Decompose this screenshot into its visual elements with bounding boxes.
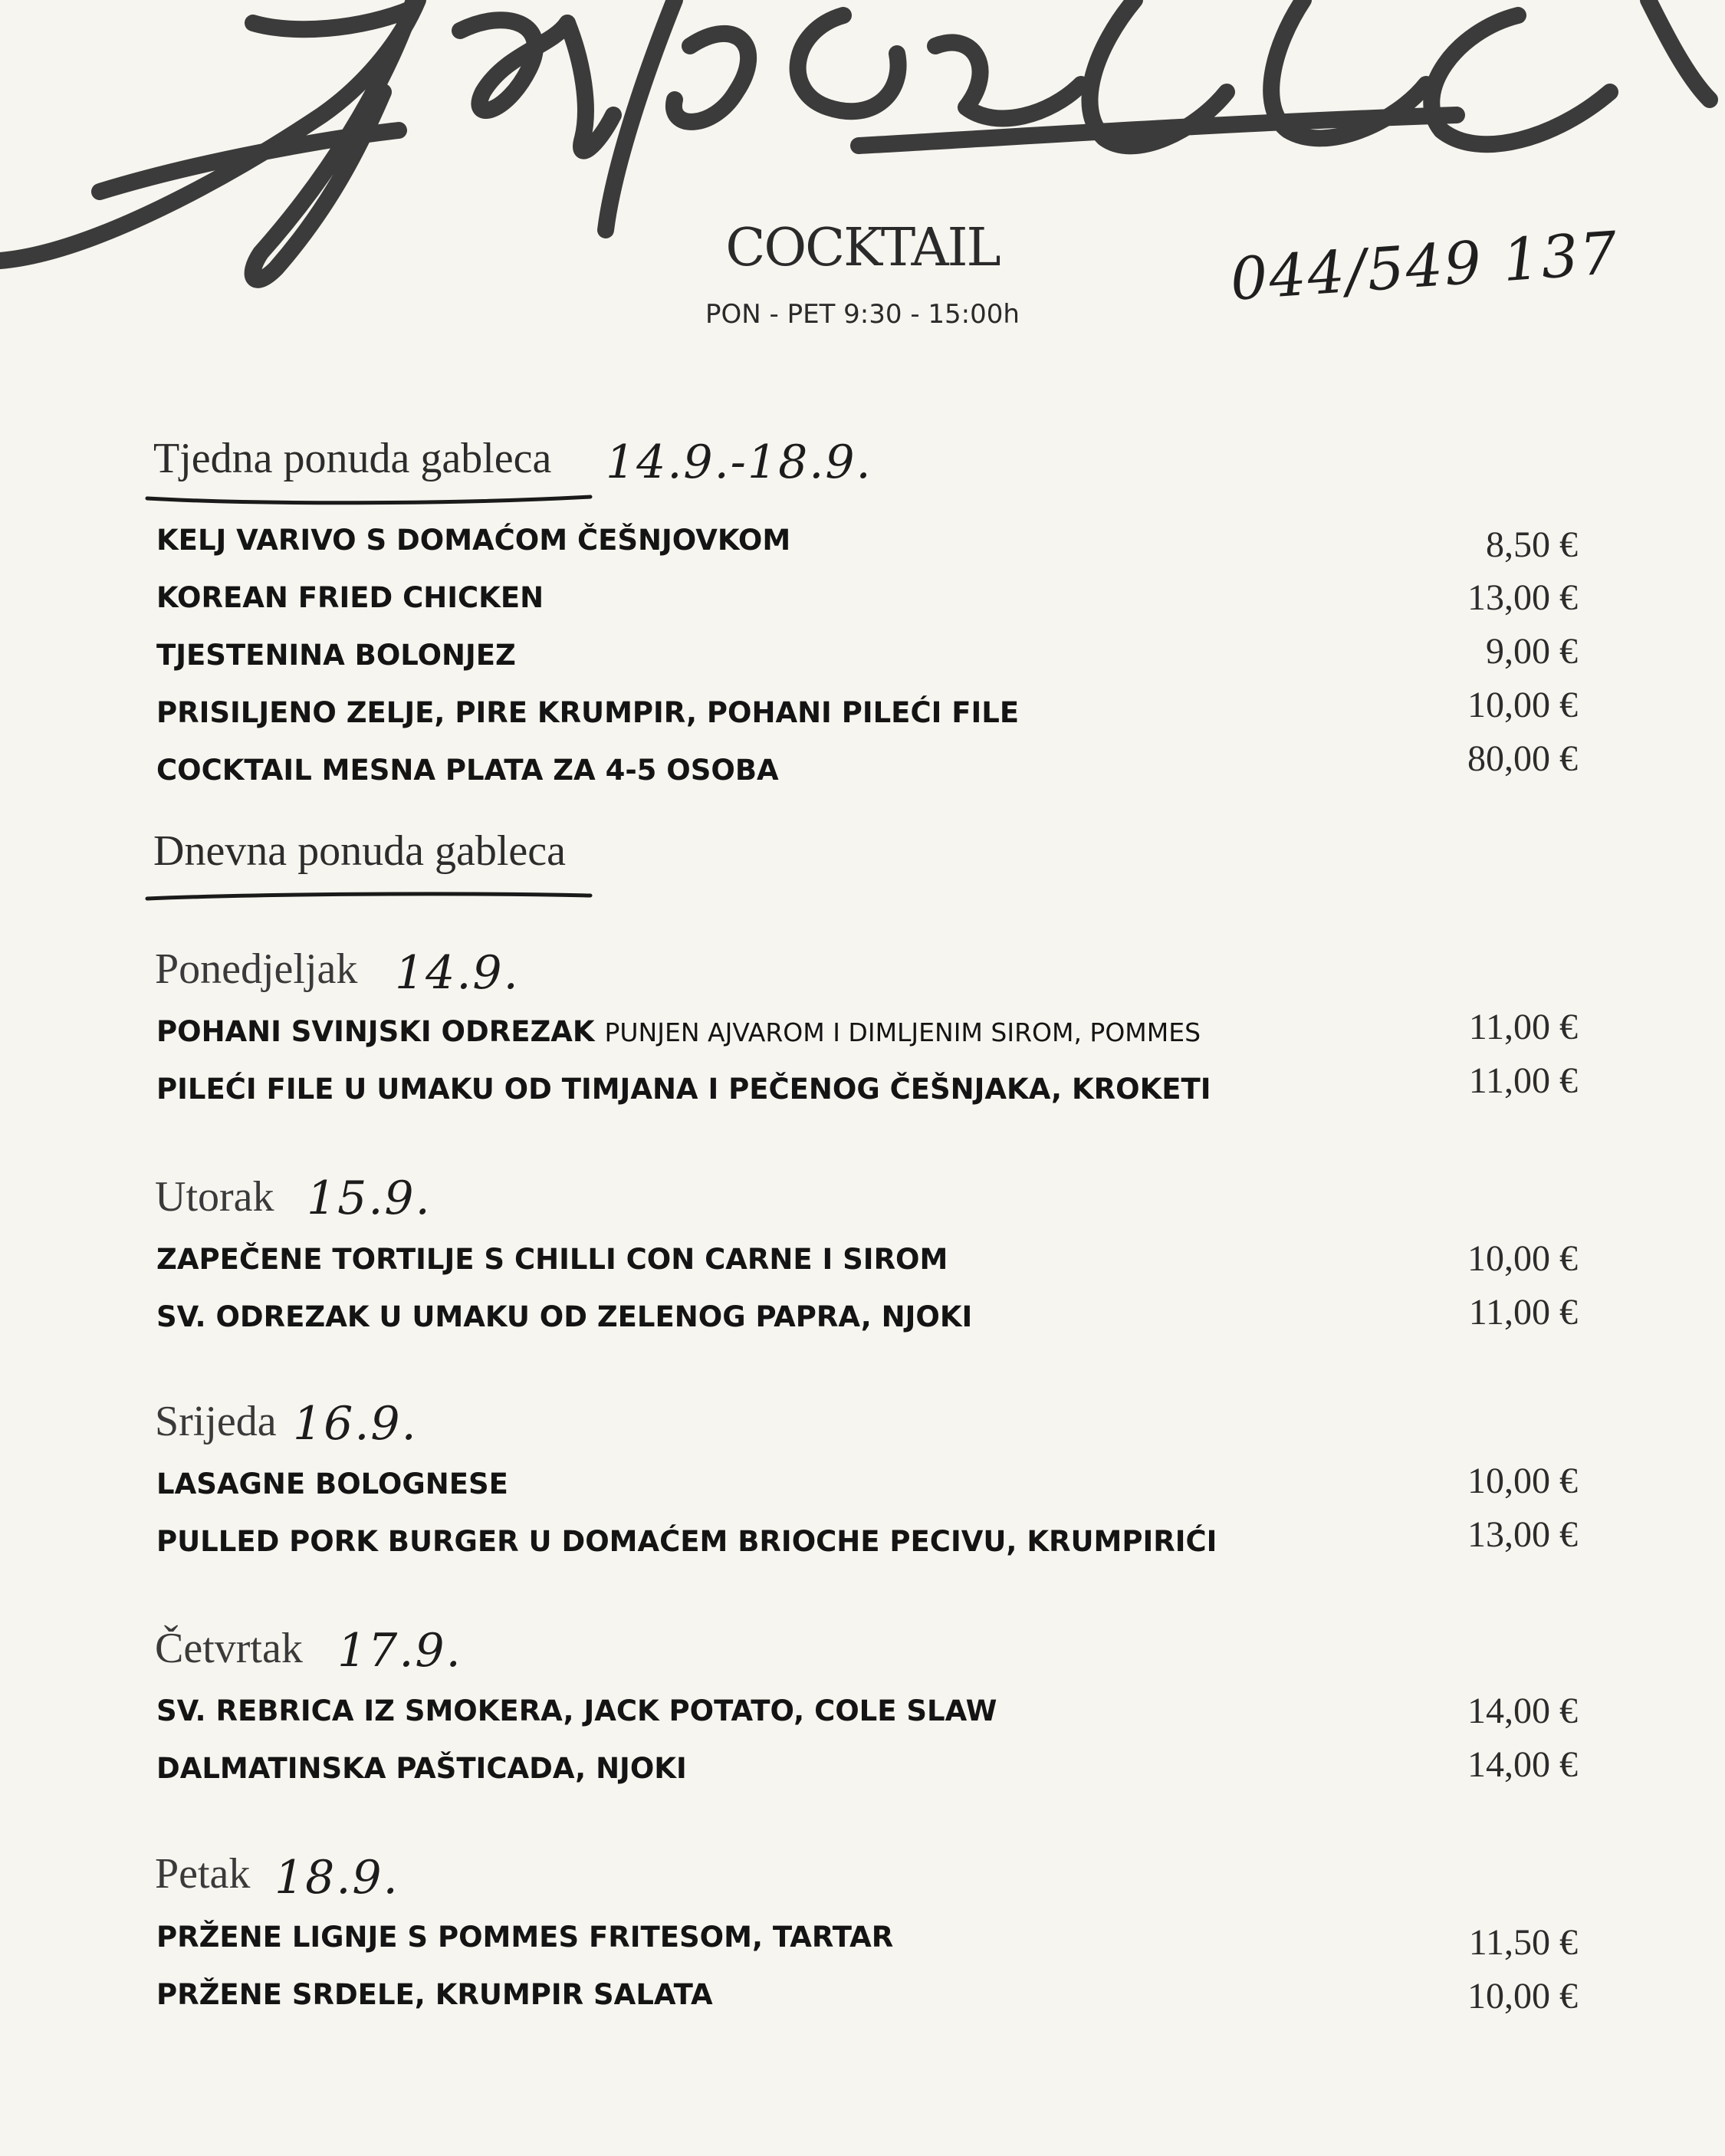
daily-item-price: 10,00 € xyxy=(1467,1238,1578,1279)
daily-item-price: 10,00 € xyxy=(1467,1461,1578,1501)
day-date: 15.9. xyxy=(307,1172,432,1225)
daily-item-price: 11,00 € xyxy=(1468,1060,1578,1101)
weekly-item-name: TJESTENINA BOLONJEZ xyxy=(156,639,516,672)
daily-section-title: Dnevna ponuda gableca xyxy=(153,827,566,875)
daily-item-name: PRŽENE LIGNJE S POMMES FRITESOM, TARTAR xyxy=(156,1921,894,1954)
day-label: Utorak xyxy=(155,1173,274,1221)
daily-item-name: DALMATINSKA PAŠTICADA, NJOKI xyxy=(156,1752,687,1785)
daily-item-price: 11,00 € xyxy=(1468,1007,1578,1047)
weekly-item-name: COCKTAIL MESNA PLATA ZA 4-5 OSOBA xyxy=(156,754,779,787)
weekly-item-price: 10,00 € xyxy=(1467,685,1578,725)
daily-item-price: 13,00 € xyxy=(1467,1514,1578,1555)
weekly-item-price: 80,00 € xyxy=(1467,738,1578,779)
daily-title-underline xyxy=(143,886,595,909)
daily-item-description: PUNJEN AJVAROM I DIMLJENIM SIROM, POMMES xyxy=(604,1017,1201,1047)
daily-item-price: 10,00 € xyxy=(1467,1976,1578,2016)
weekly-item-price: 9,00 € xyxy=(1486,631,1578,672)
day-date: 14.9. xyxy=(395,946,520,1000)
weekly-item-name: PRISILJENO ZELJE, PIRE KRUMPIR, POHANI PILEĆI FILE xyxy=(156,696,1020,729)
daily-item-price: 11,50 € xyxy=(1468,1922,1578,1963)
daily-item-price: 11,00 € xyxy=(1468,1292,1578,1333)
daily-item-price: 14,00 € xyxy=(1467,1691,1578,1731)
weekly-item-price: 13,00 € xyxy=(1467,577,1578,618)
day-date: 18.9. xyxy=(274,1851,399,1905)
daily-item-name: POHANI SVINJSKI ODREZAK xyxy=(156,1015,595,1048)
day-date: 17.9. xyxy=(337,1624,462,1678)
opening-hours: PON - PET 9:30 - 15:00h xyxy=(705,299,1020,330)
daily-item-name: PILEĆI FILE U UMAKU OD TIMJANA I PEČENOG ČEŠNJAKA, KROKETI xyxy=(156,1073,1211,1106)
daily-item-name: ZAPEČENE TORTILJE S CHILLI CON CARNE I SIROM xyxy=(156,1243,948,1276)
day-label: Ponedjeljak xyxy=(155,945,358,993)
day-date: 16.9. xyxy=(293,1397,418,1451)
weekly-item-price: 8,50 € xyxy=(1486,524,1578,565)
weekly-section-title: Tjedna ponuda gableca xyxy=(153,435,552,482)
weekly-dates: 14.9.-18.9. xyxy=(606,435,872,489)
weekly-item-name: KELJ VARIVO S DOMAĆOM ČEŠNJOVKOM xyxy=(156,524,791,557)
daily-item-name: SV. ODREZAK U UMAKU OD ZELENOG PAPRA, NJOKI xyxy=(156,1300,973,1333)
daily-item-name: LASAGNE BOLOGNESE xyxy=(156,1467,508,1500)
day-label: Četvrtak xyxy=(155,1625,303,1672)
daily-item-name: PULLED PORK BURGER U DOMAĆEM BRIOCHE PECIVU, KRUMPIRIĆI xyxy=(156,1525,1217,1558)
day-label: Petak xyxy=(155,1850,251,1898)
daily-item-price: 14,00 € xyxy=(1467,1744,1578,1785)
phone-number: 044/549 137 xyxy=(1227,218,1621,314)
weekly-title-underline xyxy=(143,488,595,511)
brand-name: COCKTAIL xyxy=(725,218,1000,278)
daily-item-name: PRŽENE SRDELE, KRUMPIR SALATA xyxy=(156,1978,713,2011)
daily-item-name: SV. REBRICA IZ SMOKERA, JACK POTATO, COLE SLAW xyxy=(156,1694,997,1727)
day-label: Srijeda xyxy=(155,1398,277,1445)
weekly-item-name: KOREAN FRIED CHICKEN xyxy=(156,581,544,614)
daily-item xyxy=(156,1015,1201,1048)
